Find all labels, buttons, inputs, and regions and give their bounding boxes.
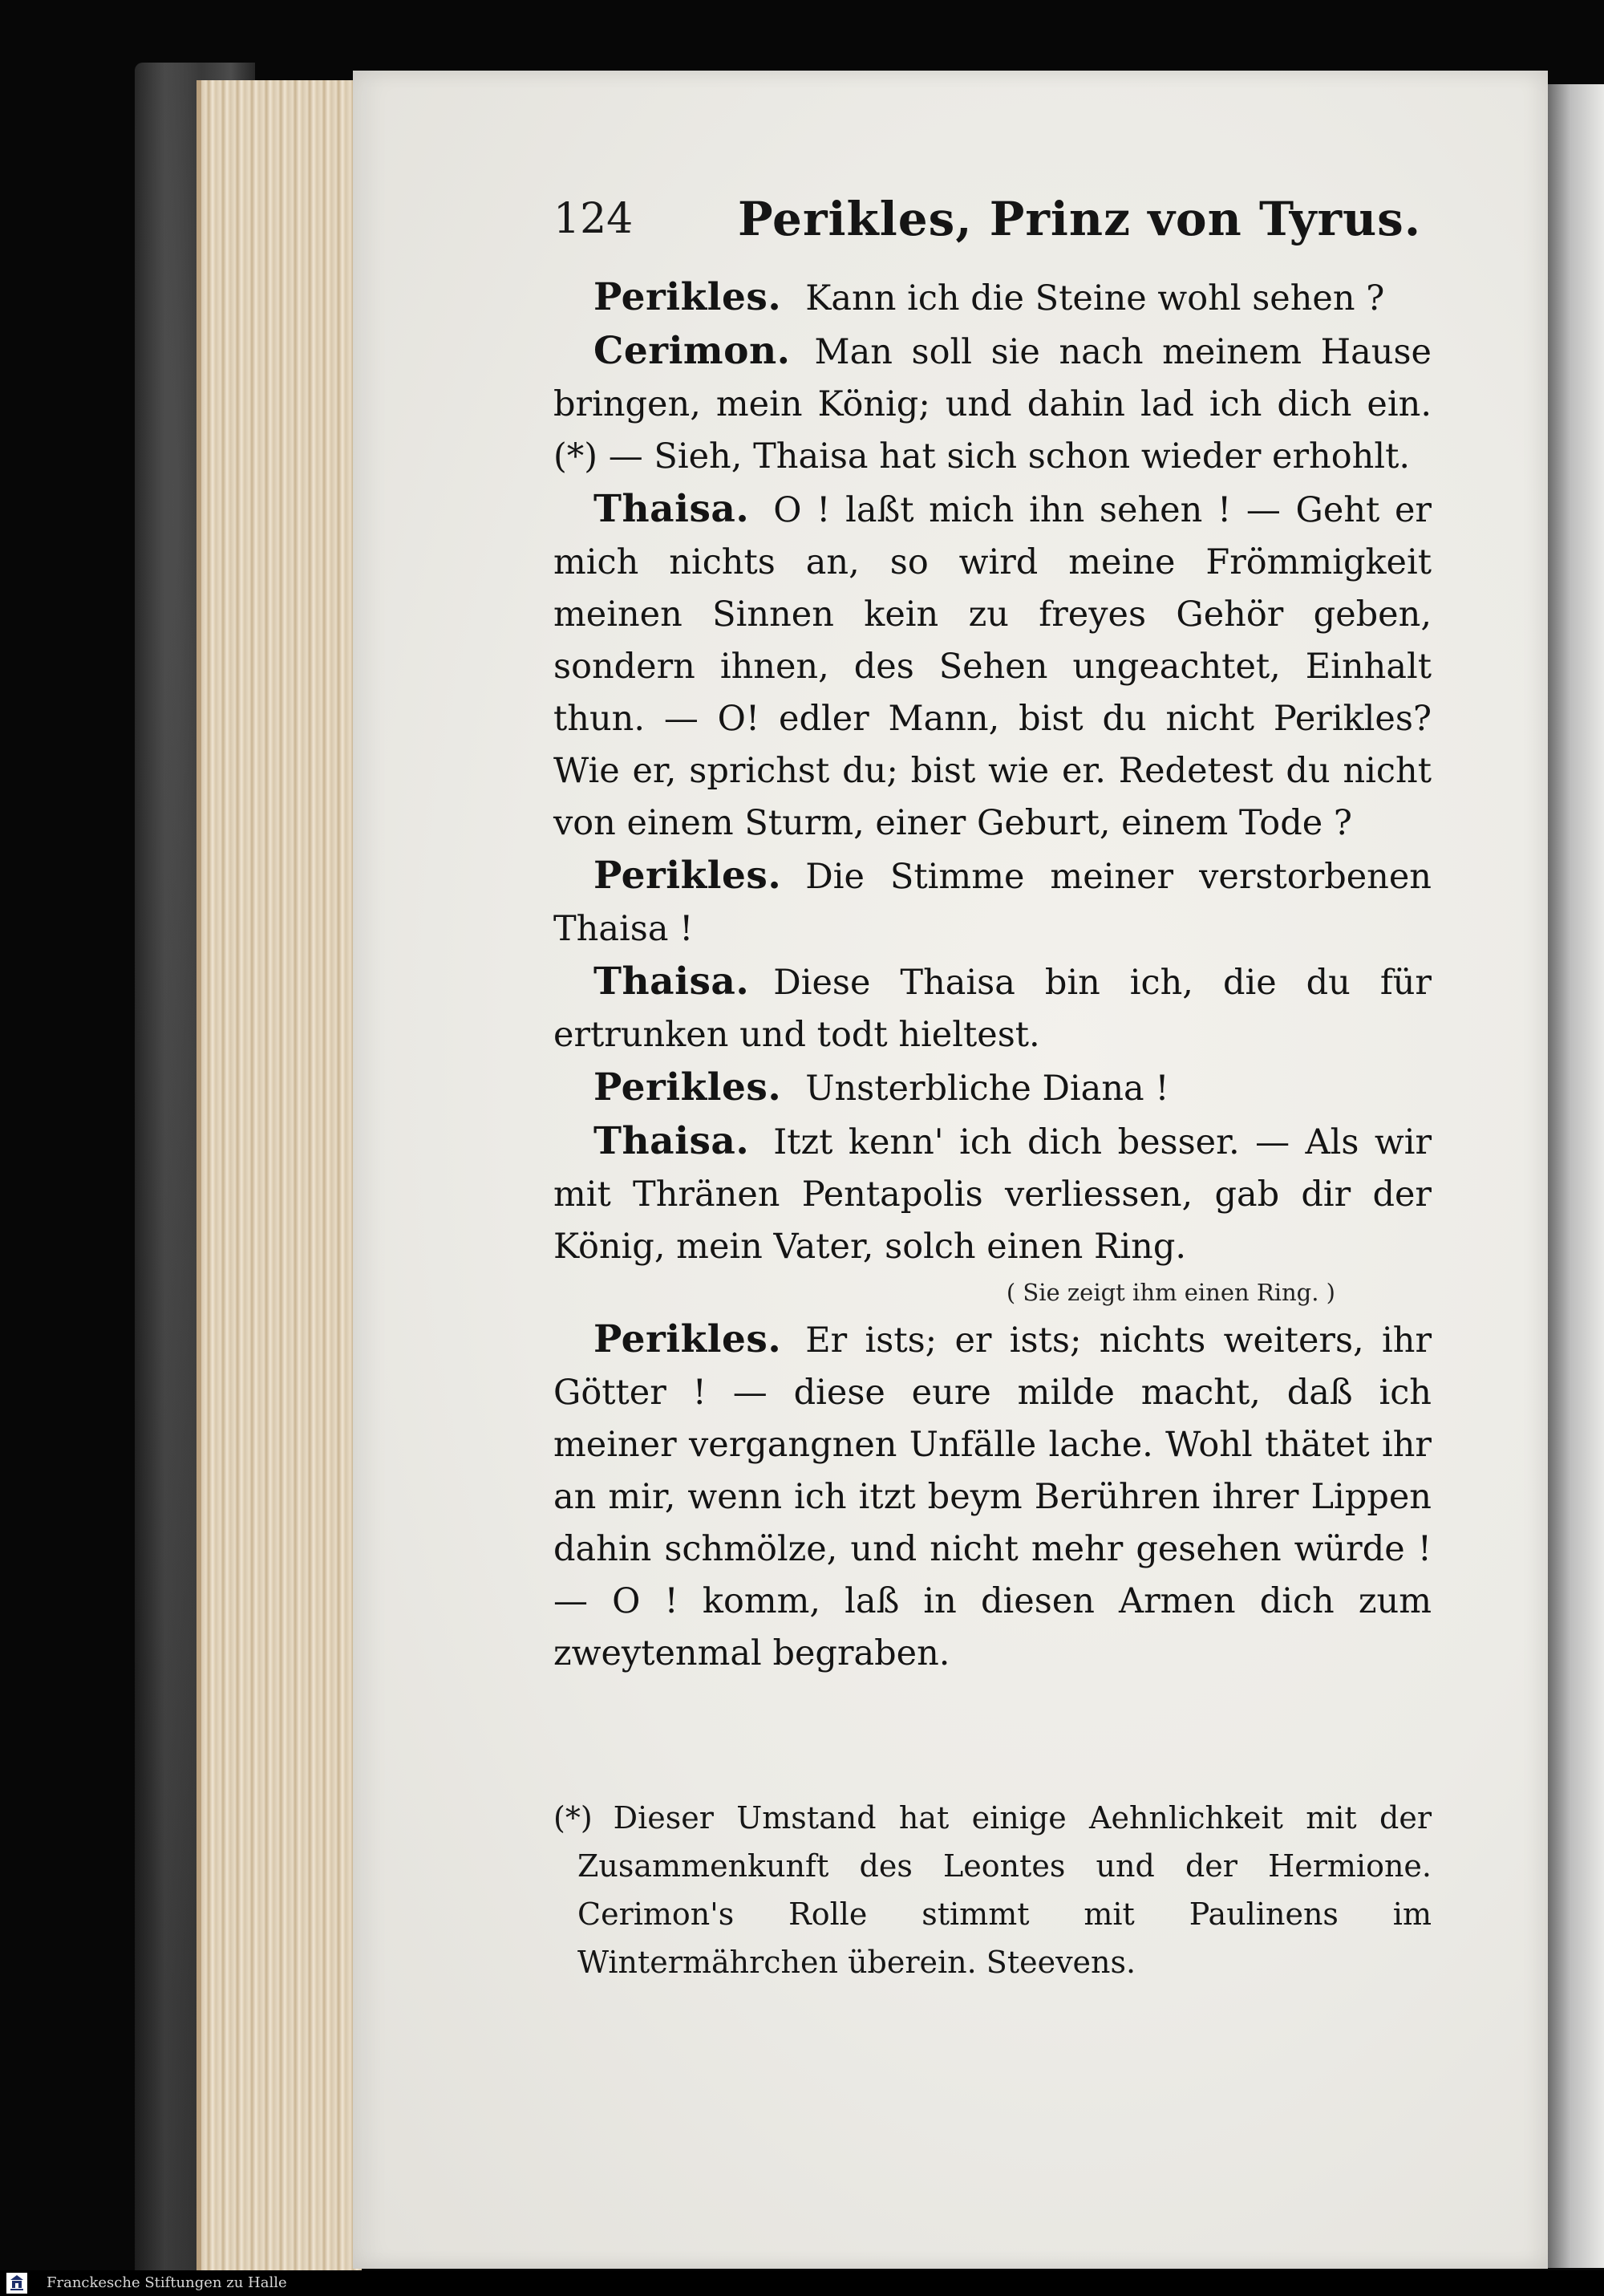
running-head (553, 192, 1436, 267)
facing-page (1548, 84, 1604, 2268)
speaker-name: Thaisa. (593, 1119, 750, 1163)
speech (553, 955, 1432, 1061)
institution-label: Franckesche Stiftungen zu Halle (47, 2274, 287, 2291)
speech-text: Er ists; er ists; nichts weiters, ihr Götter ! — diese eure milde macht, daß ich meiner vergangnen Unfälle lache. Wohl thätet ihr an mir, wenn ich itzt beym Berühren ihrer Lippen dahin schmölze, und nicht mehr gesehen würde ! — O ! komm, laß in diesen Armen dich zum zweytenmal begraben. (553, 1320, 1432, 1673)
footnote-text: Dieser Umstand hat einige Aehnlichkeit mit der Zusammenkunft des Leontes und der Hermione. Cerimon's Rolle stimmt mit Paulinens im Wintermährchen überein. Steevens. (577, 1800, 1432, 1980)
speech-text: Man soll sie nach meinem Hause bringen, mein König; und dahin lad ich dich ein. (*) — Sieh, Thaisa hat sich schon wieder erhohlt. (553, 332, 1432, 477)
speech-text: Diese Thaisa bin ich, die du für ertrunken und todt hieltest. (553, 963, 1432, 1055)
body-text (553, 271, 1432, 1680)
speech (553, 1061, 1432, 1115)
running-title: Perikles, Prinz von Tyrus. (738, 192, 1422, 246)
speech (553, 1313, 1432, 1680)
speech-text: Die Stimme meiner verstorbenen Thaisa ! (553, 857, 1432, 949)
speech (553, 850, 1432, 955)
speech (553, 483, 1432, 850)
book-page (353, 71, 1548, 2269)
speech (553, 271, 1432, 325)
institution-bar (0, 2270, 1604, 2296)
institution-logo-icon (6, 2273, 27, 2294)
speaker-name: Cerimon. (593, 329, 791, 373)
page-edges (196, 80, 362, 2270)
speaker-name: Thaisa. (593, 487, 750, 531)
speaker-name: Thaisa. (593, 959, 750, 1004)
speaker-name: Perikles. (593, 854, 782, 898)
speaker-name: Perikles. (593, 1065, 782, 1109)
speech-text: Unsterbliche Diana ! (805, 1069, 1169, 1109)
speech-text: O ! laßt mich ihn sehen ! — Geht er mich nichts an, so wird meine Frömmigkeit meinen Sinnen kein zu freyes Gehör geben, sondern ihnen, des Sehen ungeachtet, Einhalt thun. — O! edler Mann, bist du nicht Perikles? Wie er, sprichst du; bist wie er. Redetest du nicht von einem Sturm, einer Geburt, einem Tode ? (553, 490, 1432, 843)
footnote-mark: (*) (553, 1800, 593, 1836)
footnote (553, 1794, 1432, 1986)
stage-direction: ( Sie zeigt ihm einen Ring. ) (1006, 1279, 1335, 1306)
speech-text: Kann ich die Steine wohl sehen ? (805, 278, 1385, 318)
speaker-name: Perikles. (593, 1317, 782, 1361)
page-number: 124 (553, 195, 634, 243)
speech-text: Itzt kenn' ich dich besser. — Als wir mit Thränen Pentapolis verliessen, gab dir der König, mein Vater, solch einen Ring. (553, 1122, 1432, 1267)
speech (553, 1115, 1432, 1273)
speech (553, 325, 1432, 483)
speaker-name: Perikles. (593, 275, 782, 319)
